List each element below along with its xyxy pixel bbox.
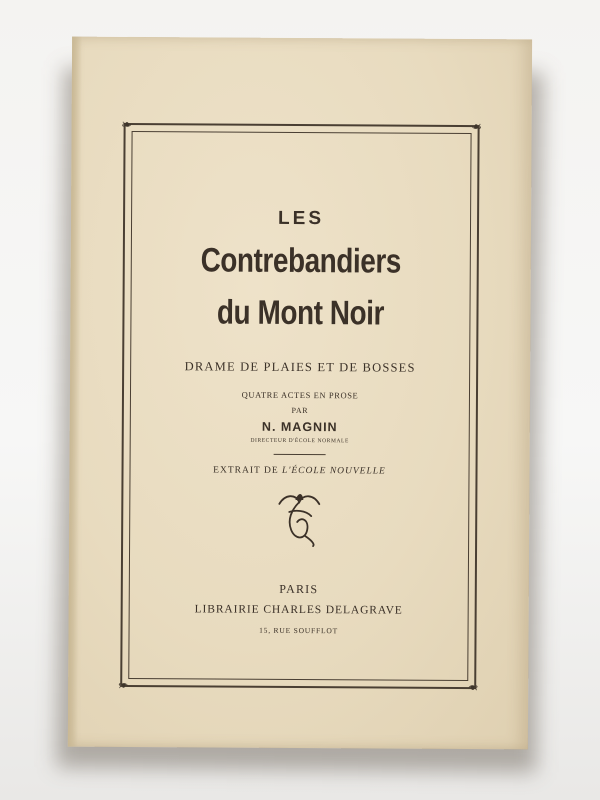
corner-fleuron-icon: ❧ (121, 117, 133, 133)
book-title-line-1: Contrebandiers (200, 241, 402, 281)
extract-source: L'ÉCOLE NOUVELLE (282, 465, 386, 477)
cover-content (128, 131, 471, 681)
publication-city: PARIS (279, 581, 319, 597)
extract-prefix: EXTRAIT DE (213, 465, 279, 476)
book-subtitle: DRAME DE PLAIES ET DE BOSSES (184, 359, 416, 375)
corner-fleuron-icon: ❧ (117, 676, 129, 692)
corner-fleuron-icon: ❧ (471, 120, 483, 136)
author-role: DIRECTEUR D'ÉCOLE NORMALE (250, 437, 349, 445)
by-label: PAR (291, 405, 309, 416)
publisher-name: LIBRAIRIE CHARLES DELAGRAVE (194, 603, 403, 617)
acts-note: QUATRE ACTES EN PROSE (241, 389, 359, 401)
book-title-line-2: du Mont Noir (216, 293, 385, 333)
divider-rule (274, 454, 326, 455)
title-article: LES (278, 207, 325, 230)
extract-note (129, 465, 469, 477)
booklet-cover (68, 37, 532, 750)
corner-fleuron-icon: ❧ (467, 679, 479, 695)
publisher-address: 15, RUE SOUFFLOT (259, 625, 338, 636)
art-nouveau-monogram-icon (275, 490, 323, 548)
author-name: N. MAGNIN (261, 419, 338, 435)
